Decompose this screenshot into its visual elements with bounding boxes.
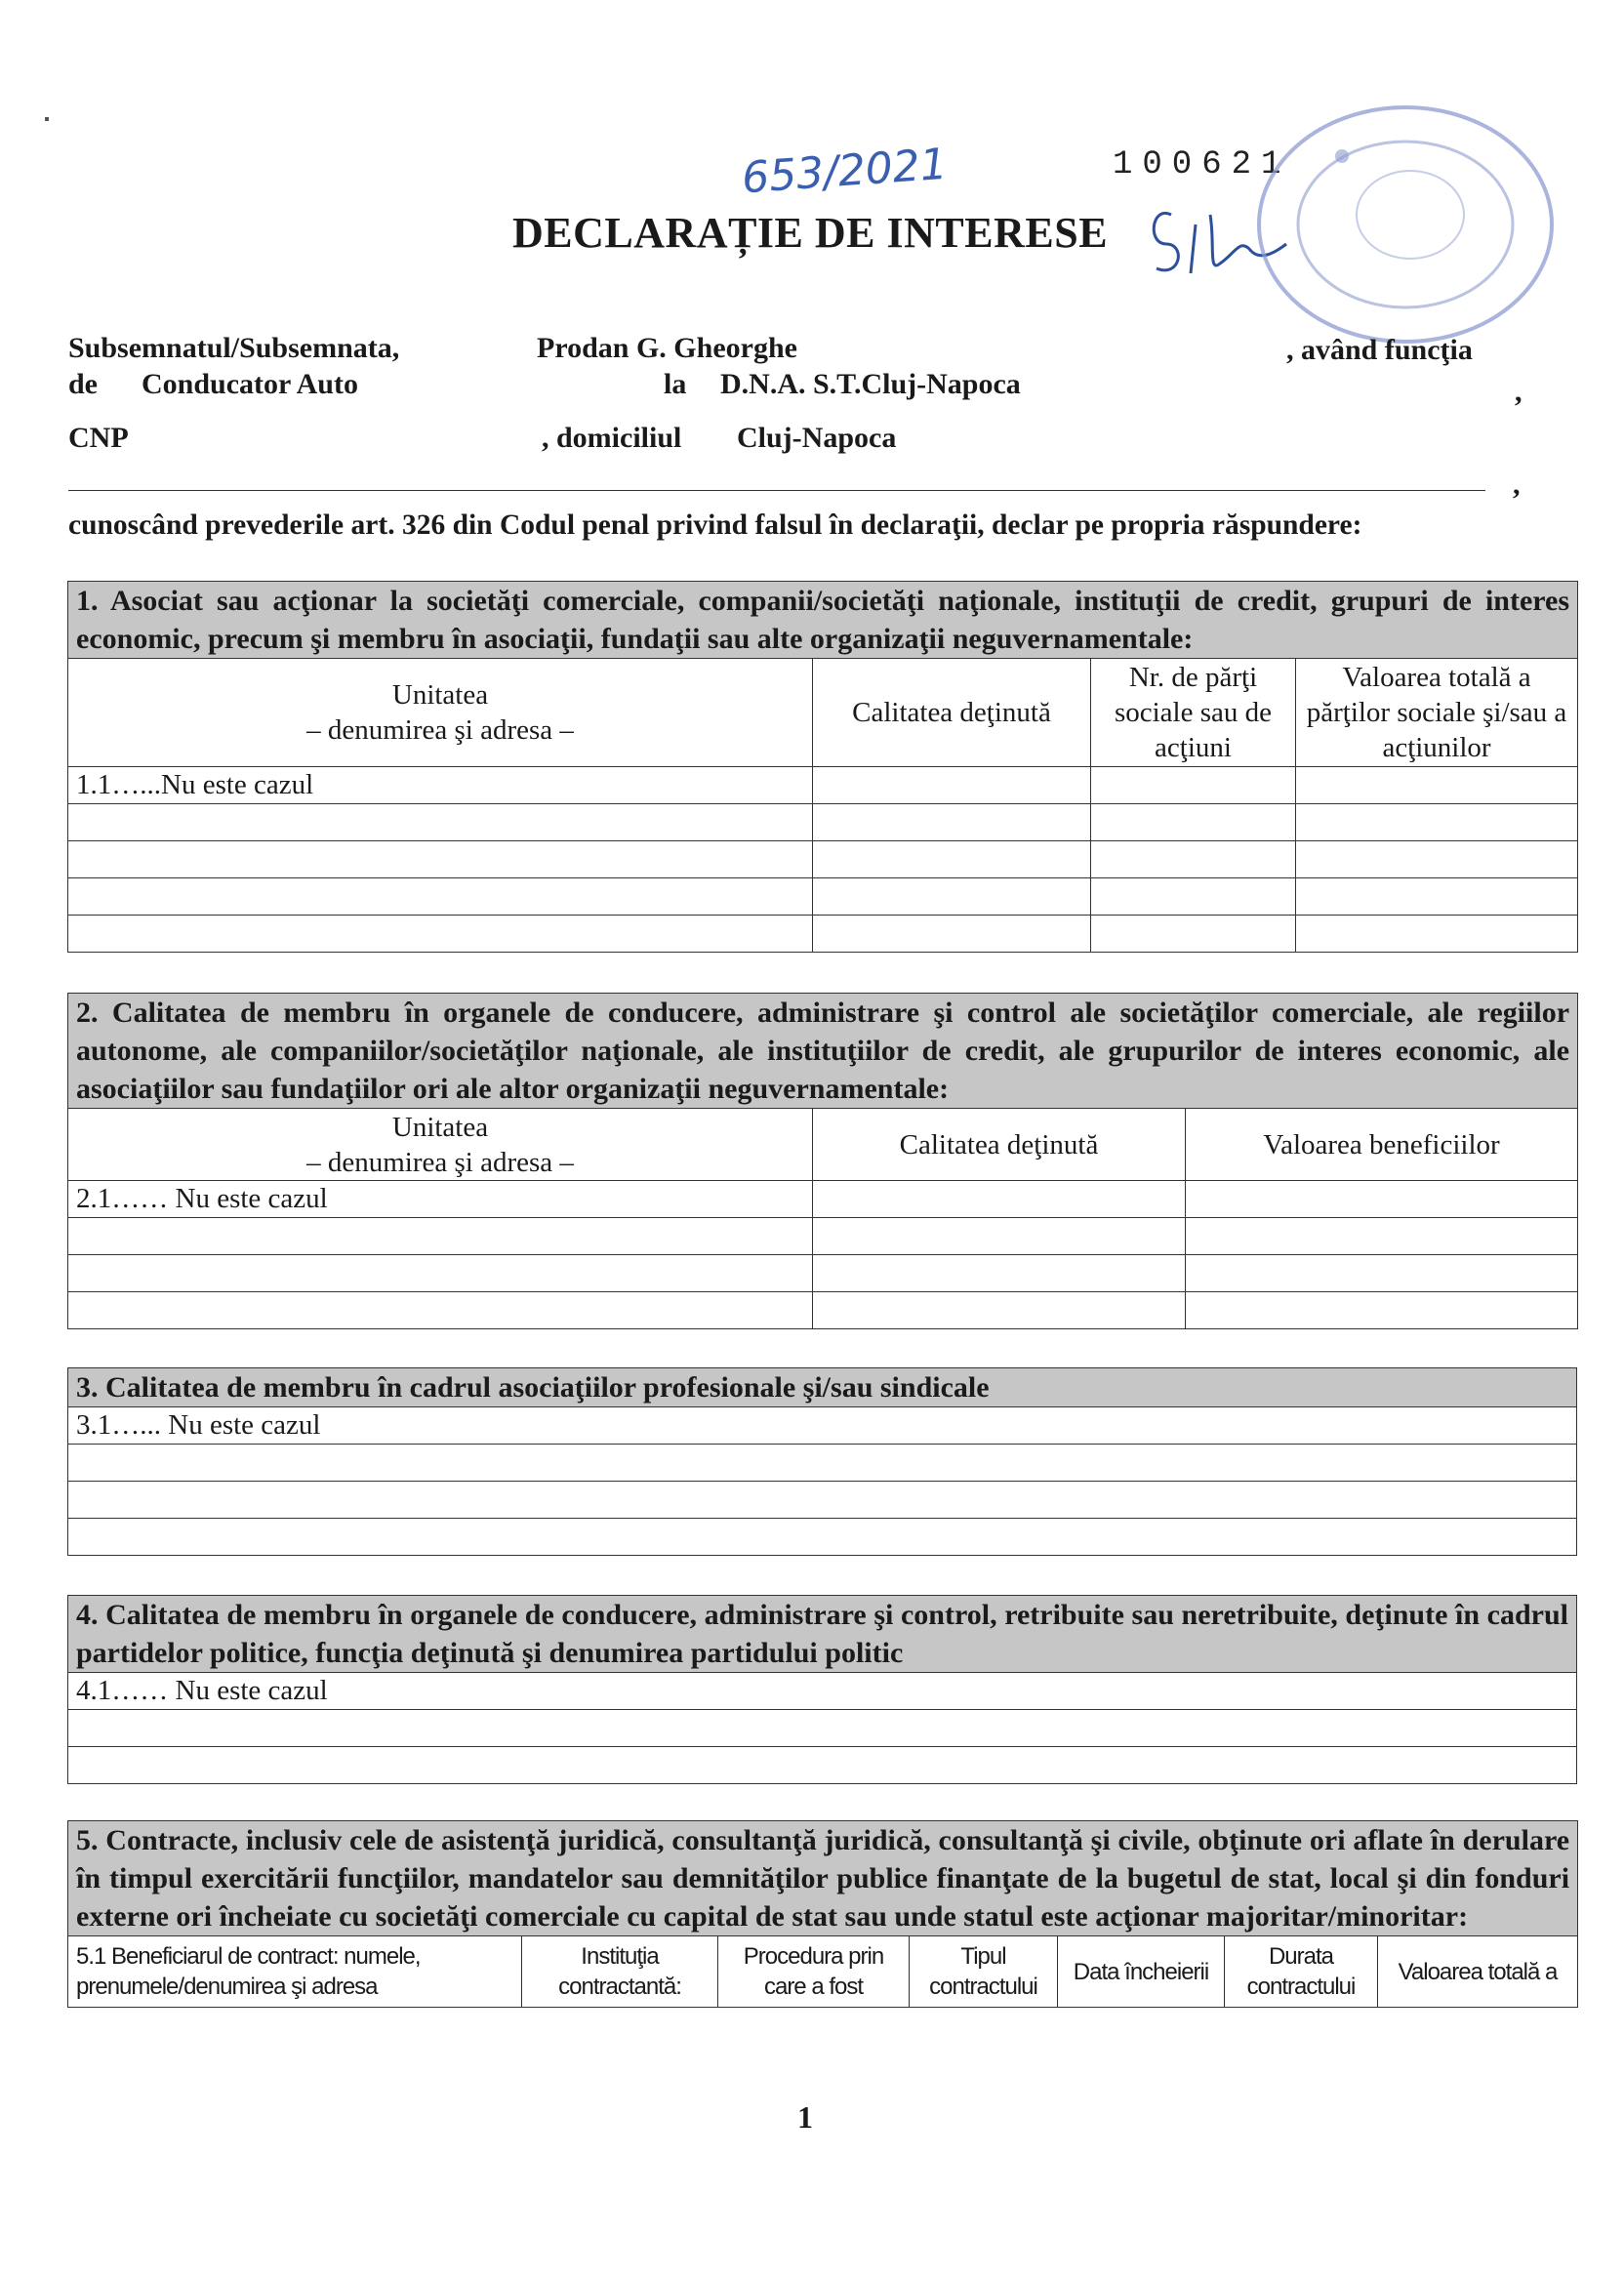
- table-row: [68, 804, 1578, 841]
- col-unit-line2: – denumirea şi adresa –: [306, 1146, 574, 1178]
- declarant-name: Prodan G. Gheorghe: [537, 332, 797, 364]
- document-title: DECLARAȚIE DE INTERESE: [512, 209, 1109, 257]
- section4-table: [67, 1595, 1577, 1784]
- stamped-registration-number: 100621: [1113, 146, 1291, 183]
- table-row: [68, 767, 1578, 804]
- page-number: 1: [797, 2099, 813, 2135]
- section1-col-unit: [68, 659, 813, 767]
- section2-heading: 2. Calitatea de membru în organele de conducere, administrare şi control ale societăţilor comerciale, ale regiilor autonome, ale companiilor/societăţilor naţionale, ale instituţiilor de credit, ale grupurilor de interes economic, ale asociaţiilor sau fundaţiilor ori ale altor organizaţii neguvernamentale:: [68, 994, 1578, 1109]
- section2-col-benefits: Valoarea beneficiilor: [1186, 1109, 1578, 1181]
- comma-mark: ,: [1513, 468, 1521, 501]
- section1-col-quality: Calitatea deţinută: [813, 659, 1091, 767]
- table-row: [68, 1445, 1577, 1482]
- section1-col-value: Valoarea totală a părţilor sociale şi/sau a acţiunilor: [1296, 659, 1578, 767]
- section4-heading: 4. Calitatea de membru în organele de conducere, administrare şi control, retribuite sau neretribuite, deţinute în cadrul partidelor politice, funcţia deţinută şi denumirea partidului politic: [68, 1596, 1577, 1673]
- section2-col-unit: [68, 1109, 813, 1181]
- handwritten-registration-number: 653/2021: [740, 139, 950, 204]
- section2-row1-text: 2.1…… Nu este cazul: [68, 1181, 813, 1218]
- table-row: [68, 1673, 1577, 1710]
- table-row: [68, 1181, 1578, 1218]
- table-row: [68, 1218, 1578, 1255]
- section1-table: [67, 581, 1578, 953]
- scan-mark: [45, 117, 49, 121]
- section3-heading: 3. Calitatea de membru în cadrul asociaţiilor profesionale şi/sau sindicale: [68, 1368, 1577, 1407]
- table-row: [68, 878, 1578, 916]
- subsemnatul-label: Subsemnatul/Subsemnata,: [68, 332, 400, 364]
- section4-row1-text: 4.1…… Nu este cazul: [68, 1673, 1577, 1710]
- declaration-statement: cunoscând prevederile art. 326 din Codul penal privind falsul în declaraţii, declar pe propria răspundere:: [68, 509, 1362, 541]
- section3-row1-text: 3.1…... Nu este cazul: [68, 1407, 1577, 1445]
- domiciliul-label: , domiciliul: [542, 422, 682, 454]
- section5-heading: 5. Contracte, inclusiv cele de asistenţă juridică, consultanţă juridică, consultanţă şi civile, obţinute ori aflate în derulare în timpul exercitării funcţiilor, mandatelor sau demnităţilor publice finanţate de la bugetul de stat, local şi din fonduri externe ori încheiate cu societăţi comerciale cu capital de stat sau unde statul este acţionar majoritar/minoritar:: [68, 1821, 1578, 1936]
- section2-col-quality: Calitatea deţinută: [813, 1109, 1186, 1181]
- section3-table: [67, 1367, 1577, 1556]
- institution-value: D.N.A. S.T.Cluj-Napoca: [720, 368, 1021, 400]
- col-unit-line1: Unitatea: [391, 679, 489, 711]
- de-label: de: [68, 368, 98, 400]
- table-row: [68, 1710, 1577, 1747]
- la-label: la: [664, 368, 687, 400]
- section5-col-total: Valoarea totală a: [1378, 1936, 1578, 2008]
- table-row: [68, 1255, 1578, 1292]
- table-row: [68, 1747, 1577, 1784]
- section5-table: [67, 1820, 1578, 2008]
- section2-table: [67, 993, 1578, 1329]
- section5-col-procedure: Procedura prin care a fost: [718, 1936, 910, 2008]
- comma-mark: ,: [1515, 376, 1522, 408]
- table-row: [68, 1407, 1577, 1445]
- section1-row1-text: 1.1…...Nu este cazul: [68, 767, 813, 804]
- table-row: [68, 1519, 1577, 1556]
- section5-col-type: Tipul contractului: [910, 1936, 1058, 2008]
- section5-col-beneficiary: 5.1 Beneficiarul de contract: numele, prenumele/denumirea şi adresa: [68, 1936, 522, 2008]
- section1-heading: 1. Asociat sau acţionar la societăţi comerciale, companii/societăţi naţionale, instituţii de credit, grupuri de interes economic, precum şi membru în asociaţii, fundaţii sau alte organizaţii neguvernamentale:: [68, 582, 1578, 659]
- institution-stamp: [1249, 98, 1571, 351]
- domicile-value: Cluj-Napoca: [737, 422, 897, 454]
- table-row: [68, 1482, 1577, 1519]
- section5-col-duration: Durata contractului: [1225, 1936, 1378, 2008]
- table-row: [68, 841, 1578, 878]
- address-line: [68, 490, 1485, 491]
- function-value: Conducator Auto: [142, 368, 358, 400]
- avand-functia-label: , având funcţia: [1286, 334, 1473, 366]
- cnp-label: CNP: [68, 422, 129, 454]
- table-row: [68, 1292, 1578, 1329]
- col-unit-line2: – denumirea şi adresa –: [306, 714, 574, 746]
- section1-col-shares: Nr. de părţi sociale sau de acţiuni: [1091, 659, 1296, 767]
- section5-col-institution: Instituţia contractantă:: [522, 1936, 718, 2008]
- table-row: [68, 916, 1578, 953]
- section5-col-date: Data încheierii: [1058, 1936, 1225, 2008]
- col-unit-line1: Unitatea: [391, 1111, 489, 1143]
